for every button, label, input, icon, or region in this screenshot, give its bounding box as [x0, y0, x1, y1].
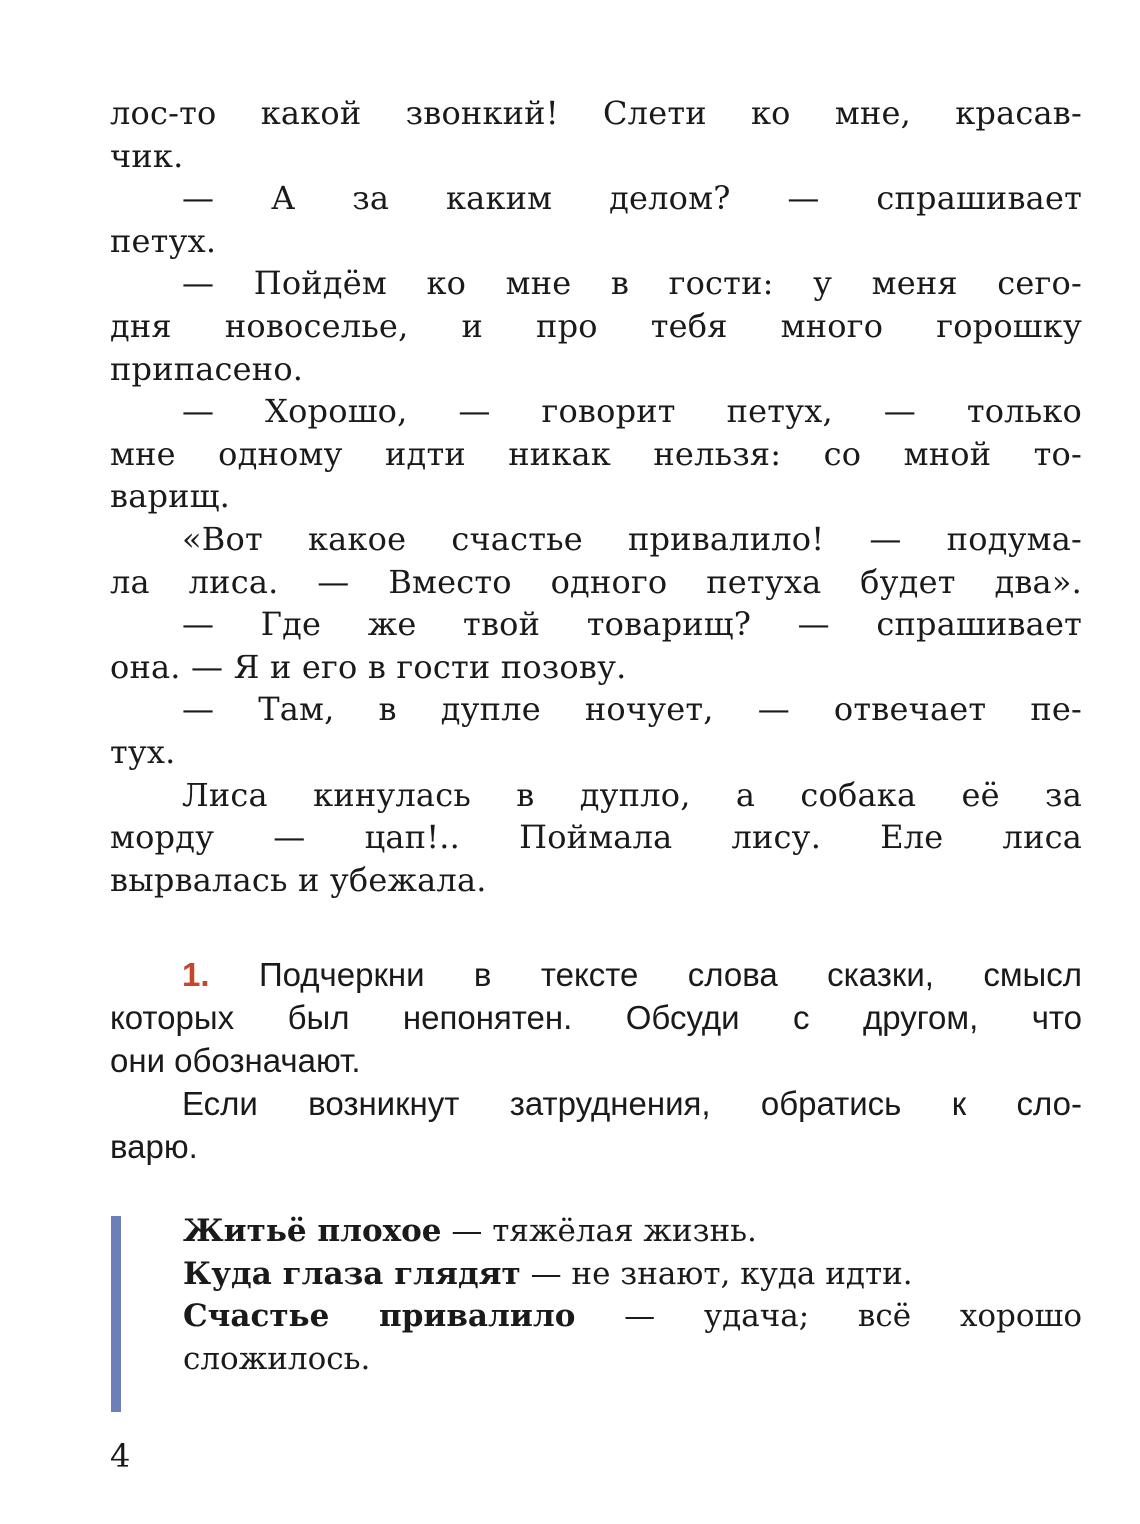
- glossary-definition: — не знают, куда идти.: [530, 1255, 913, 1292]
- glossary-term: Житьё плохое: [183, 1213, 442, 1249]
- task-line: которых был непонятен. Обсуди с другом, что: [110, 999, 1082, 1036]
- task-number: 1.: [182, 956, 210, 993]
- task-instruction: Подчеркни в тексте слова сказки, смысл: [258, 956, 1082, 993]
- story-line: петух.: [110, 221, 217, 260]
- story-line: припасено.: [110, 349, 304, 388]
- story-line: мне одному идти никак нельзя: со мной то-: [110, 434, 1082, 473]
- glossary-term: Счастье привалило: [183, 1298, 576, 1335]
- story-line: она. — Я и его в гости позову.: [110, 647, 627, 686]
- task-line: [110, 953, 1082, 996]
- glossary-entry: [183, 1253, 1082, 1296]
- story-line: дня новоселье, и про тебя много горошку: [110, 306, 1082, 345]
- story-line: тух.: [110, 732, 176, 771]
- glossary-accent-bar: [111, 1216, 121, 1412]
- story-line: чик.: [110, 136, 184, 175]
- story-text: [110, 92, 1082, 901]
- task-line: Если возникнут затруднения, обратись к сло-: [182, 1085, 1082, 1122]
- glossary-term: Куда глаза глядят: [183, 1255, 521, 1292]
- story-line: — Там, в дупле ночует, — отвечает пе-: [182, 690, 1082, 729]
- glossary-definition: — удача; всё хорошо сложилось.: [183, 1298, 1082, 1377]
- glossary: [183, 1210, 1082, 1380]
- story-line: Лиса кинулась в дупло, а собака её за: [182, 775, 1082, 814]
- task-1: [110, 953, 1082, 1168]
- story-line: — А за каким делом? — спрашивает: [182, 179, 1082, 218]
- story-line: — Пойдём ко мне в гости: у меня сего-: [182, 264, 1082, 303]
- story-line: лос-то какой звонкий! Слети ко мне, красав-: [110, 94, 1082, 132]
- story-line: варищ.: [110, 477, 231, 516]
- task-line: варю.: [110, 1128, 198, 1165]
- task-line: они обозначают.: [110, 1042, 361, 1079]
- story-line: — Где же твой товарищ? — спрашивает: [182, 605, 1082, 644]
- story-line: ла лиса. — Вместо одного петуха будет два».: [110, 562, 1082, 601]
- story-line: — Хорошо, — говорит петух, — только: [182, 392, 1082, 431]
- story-line: вырвалась и убежала.: [110, 860, 487, 899]
- glossary-definition: — тяжёлая жизнь.: [451, 1213, 757, 1249]
- glossary-entry: [183, 1210, 1082, 1253]
- glossary-entry: [183, 1295, 1082, 1380]
- story-line: «Вот какое счастье привалило! — подума-: [182, 519, 1082, 558]
- page-number: 4: [110, 1437, 131, 1475]
- story-line: морду — цап!.. Поймала лису. Еле лиса: [110, 818, 1082, 857]
